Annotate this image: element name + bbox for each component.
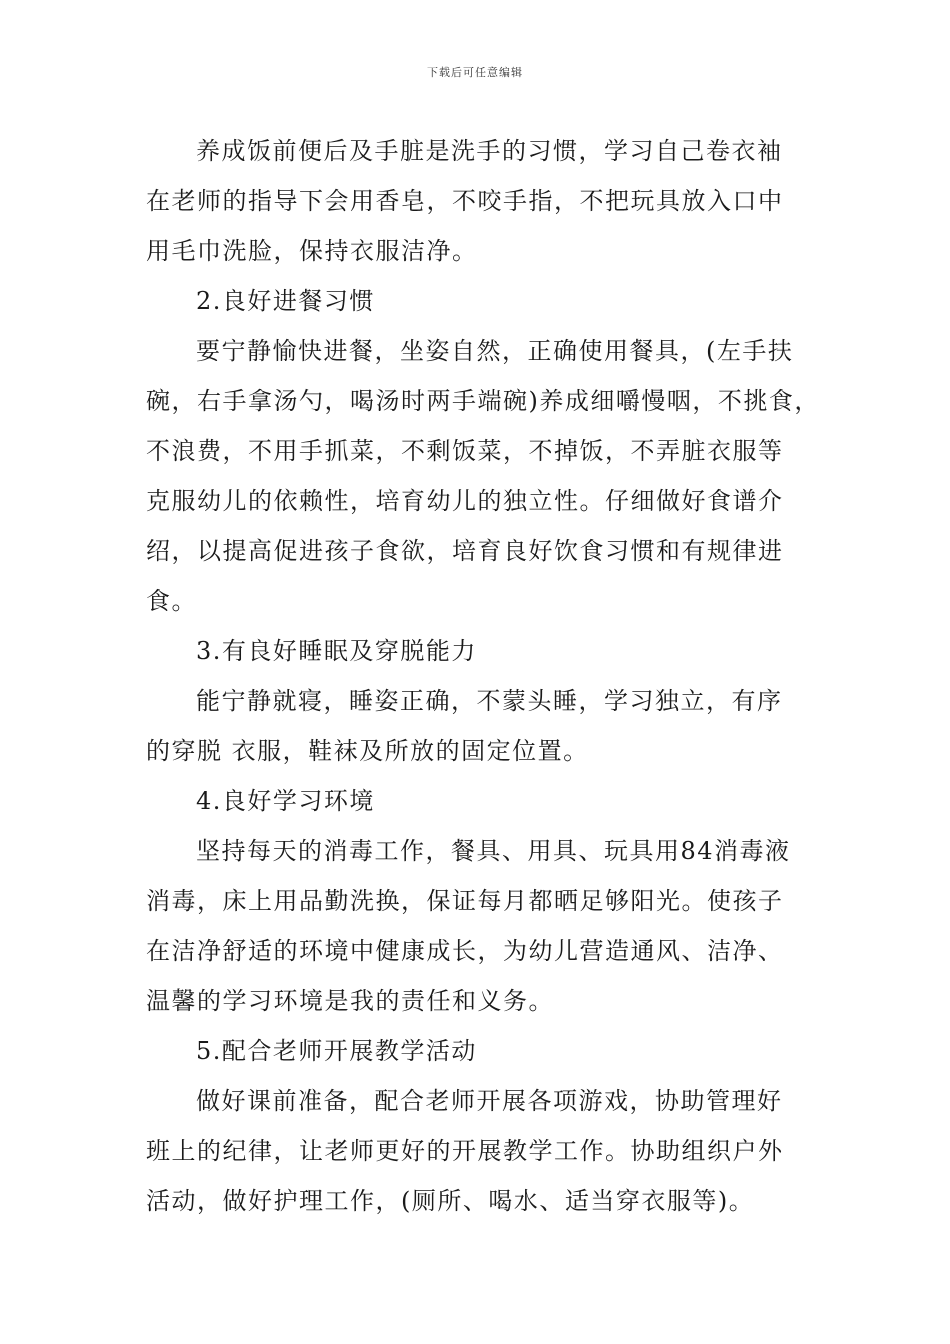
text-line: 不浪费，不用手抓菜，不剩饭菜，不掉饭，不弄脏衣服等 bbox=[146, 437, 784, 465]
section-heading: 3.有良好睡眠及穿脱能力 bbox=[196, 637, 477, 665]
text-line: 在洁净舒适的环境中健康成长，为幼儿营造通风、洁净、 bbox=[146, 937, 784, 965]
text-line: 养成饭前便后及手脏是洗手的习惯，学习自己卷衣袖 bbox=[196, 137, 783, 165]
text-line: 绍，以提高促进孩子食欲，培育良好饮食习惯和有规律进 bbox=[146, 537, 784, 565]
text-line: 消毒，床上用品勤洗换，保证每月都晒足够阳光。使孩子 bbox=[146, 887, 784, 915]
text-line: 活动，做好护理工作，(厕所、喝水、适当穿衣服等)。 bbox=[146, 1187, 755, 1215]
section-heading: 5.配合老师开展教学活动 bbox=[196, 1037, 477, 1065]
section-heading: 4.良好学习环境 bbox=[196, 787, 375, 815]
document-body bbox=[146, 126, 820, 1226]
page-header-note: 下载后可任意编辑 bbox=[427, 66, 523, 79]
text-line: 做好课前准备，配合老师开展各项游戏，协助管理好 bbox=[196, 1087, 783, 1115]
text-line: 温馨的学习环境是我的责任和义务。 bbox=[146, 987, 554, 1015]
text-line: 食。 bbox=[146, 587, 197, 615]
section-heading: 2.良好进餐习惯 bbox=[196, 287, 375, 315]
text-line: 克服幼儿的依赖性，培育幼儿的独立性。仔细做好食谱介 bbox=[146, 487, 784, 515]
text-line: 碗，右手拿汤勺，喝汤时两手端碗)养成细嚼慢咽，不挑食， bbox=[146, 387, 820, 415]
text-line: 班上的纪律，让老师更好的开展教学工作。协助组织户外 bbox=[146, 1137, 784, 1165]
text-line: 能宁静就寝，睡姿正确，不蒙头睡，学习独立，有序 bbox=[196, 687, 783, 715]
text-line: 要宁静愉快进餐，坐姿自然，正确使用餐具，(左手扶 bbox=[196, 337, 794, 365]
text-line: 用毛巾洗脸，保持衣服洁净。 bbox=[146, 237, 478, 265]
text-line: 在老师的指导下会用香皂，不咬手指，不把玩具放入口中 bbox=[146, 187, 784, 215]
text-line: 坚持每天的消毒工作，餐具、用具、玩具用84消毒液 bbox=[196, 837, 791, 865]
text-line: 的穿脱 衣服，鞋袜及所放的固定位置。 bbox=[146, 737, 589, 765]
